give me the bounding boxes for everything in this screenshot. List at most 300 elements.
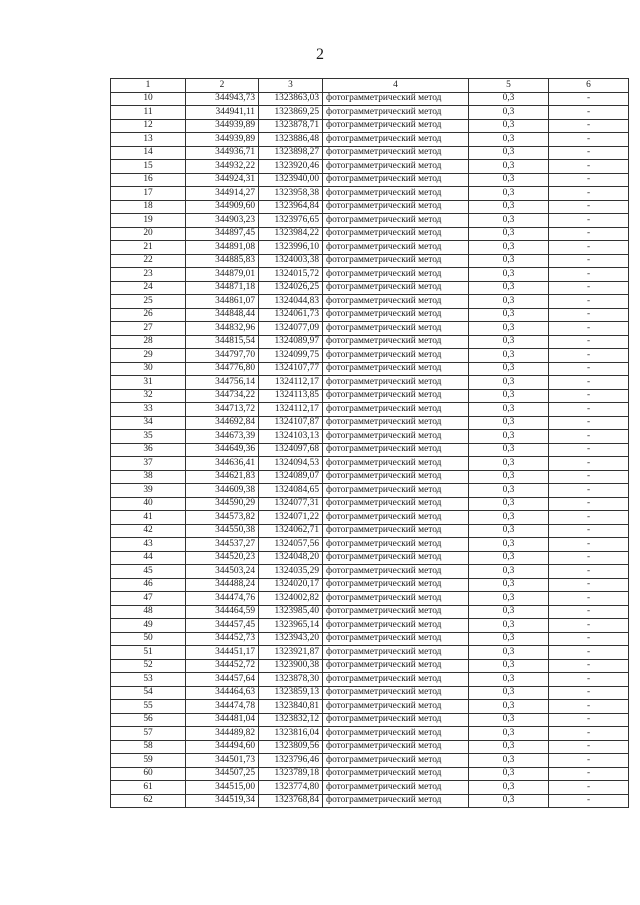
point-number-cell: 11	[111, 106, 186, 120]
y-coordinate-cell: 1323886,48	[259, 133, 323, 147]
note-cell: -	[549, 335, 629, 349]
method-cell: фотограмметрический метод	[323, 470, 469, 484]
table-body	[111, 92, 629, 808]
point-number-cell: 61	[111, 781, 186, 795]
method-cell: фотограмметрический метод	[323, 659, 469, 673]
table-row	[111, 389, 629, 403]
table-row	[111, 200, 629, 214]
accuracy-cell: 0,3	[469, 254, 549, 268]
y-coordinate-cell: 1324112,17	[259, 403, 323, 417]
table-row	[111, 241, 629, 255]
page-number: 2	[316, 46, 324, 63]
table-row	[111, 443, 629, 457]
point-number-cell: 52	[111, 659, 186, 673]
point-number-cell: 47	[111, 592, 186, 606]
table-row	[111, 659, 629, 673]
table-row	[111, 335, 629, 349]
method-cell: фотограмметрический метод	[323, 700, 469, 714]
note-cell: -	[549, 133, 629, 147]
accuracy-cell: 0,3	[469, 646, 549, 660]
table-row	[111, 119, 629, 133]
table-row	[111, 254, 629, 268]
note-cell: -	[549, 308, 629, 322]
y-coordinate-cell: 1324107,87	[259, 416, 323, 430]
accuracy-cell: 0,3	[469, 592, 549, 606]
accuracy-cell: 0,3	[469, 754, 549, 768]
note-cell: -	[549, 497, 629, 511]
method-cell: фотограмметрический метод	[323, 106, 469, 120]
point-number-cell: 46	[111, 578, 186, 592]
method-cell: фотограмметрический метод	[323, 335, 469, 349]
table-row	[111, 484, 629, 498]
note-cell: -	[549, 119, 629, 133]
point-number-cell: 30	[111, 362, 186, 376]
table-row	[111, 673, 629, 687]
x-coordinate-cell: 344879,01	[186, 268, 259, 282]
note-cell: -	[549, 727, 629, 741]
method-cell: фотограмметрический метод	[323, 524, 469, 538]
x-coordinate-cell: 344452,72	[186, 659, 259, 673]
point-number-cell: 32	[111, 389, 186, 403]
method-cell: фотограмметрический метод	[323, 592, 469, 606]
column-header: 4	[323, 79, 469, 93]
point-number-cell: 26	[111, 308, 186, 322]
note-cell: -	[549, 362, 629, 376]
table-row	[111, 227, 629, 241]
y-coordinate-cell: 1323943,20	[259, 632, 323, 646]
x-coordinate-cell: 344848,44	[186, 308, 259, 322]
y-coordinate-cell: 1323964,84	[259, 200, 323, 214]
method-cell: фотограмметрический метод	[323, 443, 469, 457]
note-cell: -	[549, 713, 629, 727]
note-cell: -	[549, 565, 629, 579]
point-number-cell: 13	[111, 133, 186, 147]
note-cell: -	[549, 227, 629, 241]
accuracy-cell: 0,3	[469, 578, 549, 592]
point-number-cell: 34	[111, 416, 186, 430]
note-cell: -	[549, 767, 629, 781]
x-coordinate-cell: 344636,41	[186, 457, 259, 471]
y-coordinate-cell: 1323940,00	[259, 173, 323, 187]
method-cell: фотограмметрический метод	[323, 686, 469, 700]
point-number-cell: 54	[111, 686, 186, 700]
method-cell: фотограмметрический метод	[323, 173, 469, 187]
table-row	[111, 619, 629, 633]
note-cell: -	[549, 551, 629, 565]
accuracy-cell: 0,3	[469, 389, 549, 403]
point-number-cell: 28	[111, 335, 186, 349]
x-coordinate-cell: 344590,29	[186, 497, 259, 511]
x-coordinate-cell: 344692,84	[186, 416, 259, 430]
point-number-cell: 16	[111, 173, 186, 187]
method-cell: фотограмметрический метод	[323, 497, 469, 511]
table-row	[111, 362, 629, 376]
note-cell: -	[549, 484, 629, 498]
y-coordinate-cell: 1324015,72	[259, 268, 323, 282]
x-coordinate-cell: 344537,27	[186, 538, 259, 552]
table-row	[111, 686, 629, 700]
column-header: 6	[549, 79, 629, 93]
x-coordinate-cell: 344457,64	[186, 673, 259, 687]
method-cell: фотограмметрический метод	[323, 241, 469, 255]
table-row	[111, 160, 629, 174]
method-cell: фотограмметрический метод	[323, 794, 469, 808]
point-number-cell: 33	[111, 403, 186, 417]
x-coordinate-cell: 344464,59	[186, 605, 259, 619]
table-row	[111, 349, 629, 363]
x-coordinate-cell: 344734,22	[186, 389, 259, 403]
accuracy-cell: 0,3	[469, 133, 549, 147]
table-row	[111, 767, 629, 781]
point-number-cell: 44	[111, 551, 186, 565]
table-row	[111, 173, 629, 187]
y-coordinate-cell: 1324103,13	[259, 430, 323, 444]
point-number-cell: 53	[111, 673, 186, 687]
accuracy-cell: 0,3	[469, 416, 549, 430]
table-row	[111, 187, 629, 201]
table-row	[111, 511, 629, 525]
column-header: 5	[469, 79, 549, 93]
accuracy-cell: 0,3	[469, 457, 549, 471]
y-coordinate-cell: 1323984,22	[259, 227, 323, 241]
y-coordinate-cell: 1324026,25	[259, 281, 323, 295]
accuracy-cell: 0,3	[469, 781, 549, 795]
point-number-cell: 17	[111, 187, 186, 201]
point-number-cell: 49	[111, 619, 186, 633]
x-coordinate-cell: 344515,00	[186, 781, 259, 795]
accuracy-cell: 0,3	[469, 659, 549, 673]
accuracy-cell: 0,3	[469, 524, 549, 538]
note-cell: -	[549, 470, 629, 484]
accuracy-cell: 0,3	[469, 497, 549, 511]
point-number-cell: 24	[111, 281, 186, 295]
method-cell: фотограмметрический метод	[323, 308, 469, 322]
accuracy-cell: 0,3	[469, 281, 549, 295]
method-cell: фотограмметрический метод	[323, 187, 469, 201]
accuracy-cell: 0,3	[469, 443, 549, 457]
note-cell: -	[549, 700, 629, 714]
note-cell: -	[549, 268, 629, 282]
note-cell: -	[549, 376, 629, 390]
x-coordinate-cell: 344871,18	[186, 281, 259, 295]
y-coordinate-cell: 1324113,85	[259, 389, 323, 403]
note-cell: -	[549, 578, 629, 592]
y-coordinate-cell: 1324089,97	[259, 335, 323, 349]
method-cell: фотограмметрический метод	[323, 673, 469, 687]
table-row	[111, 92, 629, 106]
accuracy-cell: 0,3	[469, 740, 549, 754]
note-cell: -	[549, 740, 629, 754]
accuracy-cell: 0,3	[469, 713, 549, 727]
table-row	[111, 727, 629, 741]
y-coordinate-cell: 1324099,75	[259, 349, 323, 363]
accuracy-cell: 0,3	[469, 619, 549, 633]
accuracy-cell: 0,3	[469, 160, 549, 174]
y-coordinate-cell: 1324097,68	[259, 443, 323, 457]
y-coordinate-cell: 1323768,84	[259, 794, 323, 808]
table-row	[111, 403, 629, 417]
y-coordinate-cell: 1324044,83	[259, 295, 323, 309]
method-cell: фотограмметрический метод	[323, 538, 469, 552]
accuracy-cell: 0,3	[469, 484, 549, 498]
method-cell: фотограмметрический метод	[323, 740, 469, 754]
accuracy-cell: 0,3	[469, 538, 549, 552]
y-coordinate-cell: 1323840,81	[259, 700, 323, 714]
point-number-cell: 29	[111, 349, 186, 363]
note-cell: -	[549, 416, 629, 430]
table-row	[111, 632, 629, 646]
accuracy-cell: 0,3	[469, 767, 549, 781]
x-coordinate-cell: 344507,25	[186, 767, 259, 781]
x-coordinate-cell: 344939,89	[186, 119, 259, 133]
y-coordinate-cell: 1324048,20	[259, 551, 323, 565]
y-coordinate-cell: 1324035,29	[259, 565, 323, 579]
accuracy-cell: 0,3	[469, 605, 549, 619]
table-row	[111, 214, 629, 228]
table-row	[111, 470, 629, 484]
y-coordinate-cell: 1323789,18	[259, 767, 323, 781]
point-number-cell: 19	[111, 214, 186, 228]
accuracy-cell: 0,3	[469, 430, 549, 444]
note-cell: -	[549, 187, 629, 201]
point-number-cell: 15	[111, 160, 186, 174]
note-cell: -	[549, 686, 629, 700]
y-coordinate-cell: 1324061,73	[259, 308, 323, 322]
note-cell: -	[549, 781, 629, 795]
y-coordinate-cell: 1323921,87	[259, 646, 323, 660]
point-number-cell: 59	[111, 754, 186, 768]
method-cell: фотограмметрический метод	[323, 160, 469, 174]
note-cell: -	[549, 754, 629, 768]
table-row	[111, 376, 629, 390]
column-header: 1	[111, 79, 186, 93]
x-coordinate-cell: 344776,80	[186, 362, 259, 376]
method-cell: фотограмметрический метод	[323, 632, 469, 646]
method-cell: фотограмметрический метод	[323, 389, 469, 403]
point-number-cell: 51	[111, 646, 186, 660]
method-cell: фотограмметрический метод	[323, 727, 469, 741]
method-cell: фотограмметрический метод	[323, 619, 469, 633]
note-cell: -	[549, 443, 629, 457]
x-coordinate-cell: 344924,31	[186, 173, 259, 187]
point-number-cell: 14	[111, 146, 186, 160]
table-row	[111, 457, 629, 471]
method-cell: фотограмметрический метод	[323, 200, 469, 214]
accuracy-cell: 0,3	[469, 295, 549, 309]
accuracy-cell: 0,3	[469, 92, 549, 106]
method-cell: фотограмметрический метод	[323, 551, 469, 565]
note-cell: -	[549, 173, 629, 187]
x-coordinate-cell: 344939,89	[186, 133, 259, 147]
y-coordinate-cell: 1323816,04	[259, 727, 323, 741]
method-cell: фотограмметрический метод	[323, 713, 469, 727]
x-coordinate-cell: 344713,72	[186, 403, 259, 417]
table-row	[111, 538, 629, 552]
y-coordinate-cell: 1324057,56	[259, 538, 323, 552]
x-coordinate-cell: 344897,45	[186, 227, 259, 241]
accuracy-cell: 0,3	[469, 565, 549, 579]
point-number-cell: 42	[111, 524, 186, 538]
x-coordinate-cell: 344519,34	[186, 794, 259, 808]
note-cell: -	[549, 254, 629, 268]
x-coordinate-cell: 344451,17	[186, 646, 259, 660]
point-number-cell: 40	[111, 497, 186, 511]
y-coordinate-cell: 1323958,38	[259, 187, 323, 201]
method-cell: фотограмметрический метод	[323, 376, 469, 390]
method-cell: фотограмметрический метод	[323, 322, 469, 336]
y-coordinate-cell: 1323796,46	[259, 754, 323, 768]
point-number-cell: 41	[111, 511, 186, 525]
note-cell: -	[549, 659, 629, 673]
y-coordinate-cell: 1324107,77	[259, 362, 323, 376]
point-number-cell: 31	[111, 376, 186, 390]
y-coordinate-cell: 1323809,56	[259, 740, 323, 754]
table-row	[111, 592, 629, 606]
note-cell: -	[549, 538, 629, 552]
table-row	[111, 794, 629, 808]
method-cell: фотограмметрический метод	[323, 646, 469, 660]
point-number-cell: 45	[111, 565, 186, 579]
point-number-cell: 25	[111, 295, 186, 309]
y-coordinate-cell: 1323898,27	[259, 146, 323, 160]
y-coordinate-cell: 1324089,07	[259, 470, 323, 484]
column-header: 3	[259, 79, 323, 93]
accuracy-cell: 0,3	[469, 470, 549, 484]
table-row	[111, 133, 629, 147]
accuracy-cell: 0,3	[469, 173, 549, 187]
method-cell: фотограмметрический метод	[323, 349, 469, 363]
y-coordinate-cell: 1324002,82	[259, 592, 323, 606]
note-cell: -	[549, 457, 629, 471]
accuracy-cell: 0,3	[469, 403, 549, 417]
accuracy-cell: 0,3	[469, 511, 549, 525]
note-cell: -	[549, 794, 629, 808]
note-cell: -	[549, 200, 629, 214]
table-row	[111, 497, 629, 511]
accuracy-cell: 0,3	[469, 119, 549, 133]
table-header-row	[111, 79, 629, 93]
accuracy-cell: 0,3	[469, 794, 549, 808]
table-row	[111, 565, 629, 579]
note-cell: -	[549, 632, 629, 646]
x-coordinate-cell: 344464,63	[186, 686, 259, 700]
table-row	[111, 524, 629, 538]
table-row	[111, 268, 629, 282]
x-coordinate-cell: 344573,82	[186, 511, 259, 525]
point-number-cell: 27	[111, 322, 186, 336]
x-coordinate-cell: 344520,23	[186, 551, 259, 565]
table-row	[111, 646, 629, 660]
x-coordinate-cell: 344503,24	[186, 565, 259, 579]
table-row	[111, 578, 629, 592]
point-number-cell: 36	[111, 443, 186, 457]
table-row	[111, 713, 629, 727]
x-coordinate-cell: 344914,27	[186, 187, 259, 201]
table-row	[111, 430, 629, 444]
x-coordinate-cell: 344494,60	[186, 740, 259, 754]
note-cell: -	[549, 146, 629, 160]
accuracy-cell: 0,3	[469, 187, 549, 201]
point-number-cell: 60	[111, 767, 186, 781]
method-cell: фотограмметрический метод	[323, 268, 469, 282]
y-coordinate-cell: 1323878,30	[259, 673, 323, 687]
point-number-cell: 56	[111, 713, 186, 727]
table-row	[111, 281, 629, 295]
accuracy-cell: 0,3	[469, 362, 549, 376]
point-number-cell: 21	[111, 241, 186, 255]
x-coordinate-cell: 344885,83	[186, 254, 259, 268]
accuracy-cell: 0,3	[469, 673, 549, 687]
accuracy-cell: 0,3	[469, 308, 549, 322]
x-coordinate-cell: 344943,73	[186, 92, 259, 106]
point-number-cell: 43	[111, 538, 186, 552]
y-coordinate-cell: 1324071,22	[259, 511, 323, 525]
x-coordinate-cell: 344649,36	[186, 443, 259, 457]
x-coordinate-cell: 344909,60	[186, 200, 259, 214]
table-row	[111, 700, 629, 714]
x-coordinate-cell: 344815,54	[186, 335, 259, 349]
method-cell: фотограмметрический метод	[323, 254, 469, 268]
table-row	[111, 754, 629, 768]
note-cell: -	[549, 92, 629, 106]
accuracy-cell: 0,3	[469, 106, 549, 120]
point-number-cell: 18	[111, 200, 186, 214]
note-cell: -	[549, 524, 629, 538]
point-number-cell: 48	[111, 605, 186, 619]
accuracy-cell: 0,3	[469, 214, 549, 228]
note-cell: -	[549, 592, 629, 606]
point-number-cell: 55	[111, 700, 186, 714]
y-coordinate-cell: 1323965,14	[259, 619, 323, 633]
accuracy-cell: 0,3	[469, 686, 549, 700]
method-cell: фотограмметрический метод	[323, 227, 469, 241]
accuracy-cell: 0,3	[469, 700, 549, 714]
accuracy-cell: 0,3	[469, 241, 549, 255]
method-cell: фотограмметрический метод	[323, 578, 469, 592]
y-coordinate-cell: 1323976,65	[259, 214, 323, 228]
note-cell: -	[549, 349, 629, 363]
x-coordinate-cell: 344481,04	[186, 713, 259, 727]
table-row	[111, 416, 629, 430]
y-coordinate-cell: 1323985,40	[259, 605, 323, 619]
x-coordinate-cell: 344452,73	[186, 632, 259, 646]
method-cell: фотограмметрический метод	[323, 605, 469, 619]
accuracy-cell: 0,3	[469, 322, 549, 336]
method-cell: фотограмметрический метод	[323, 457, 469, 471]
point-number-cell: 38	[111, 470, 186, 484]
y-coordinate-cell: 1324077,09	[259, 322, 323, 336]
x-coordinate-cell: 344488,24	[186, 578, 259, 592]
note-cell: -	[549, 646, 629, 660]
note-cell: -	[549, 281, 629, 295]
y-coordinate-cell: 1323920,46	[259, 160, 323, 174]
note-cell: -	[549, 605, 629, 619]
note-cell: -	[549, 295, 629, 309]
y-coordinate-cell: 1323869,25	[259, 106, 323, 120]
y-coordinate-cell: 1323832,12	[259, 713, 323, 727]
method-cell: фотограмметрический метод	[323, 754, 469, 768]
y-coordinate-cell: 1323863,03	[259, 92, 323, 106]
method-cell: фотограмметрический метод	[323, 295, 469, 309]
x-coordinate-cell: 344673,39	[186, 430, 259, 444]
point-number-cell: 23	[111, 268, 186, 282]
x-coordinate-cell: 344936,71	[186, 146, 259, 160]
accuracy-cell: 0,3	[469, 268, 549, 282]
note-cell: -	[549, 214, 629, 228]
method-cell: фотограмметрический метод	[323, 281, 469, 295]
point-number-cell: 58	[111, 740, 186, 754]
point-number-cell: 57	[111, 727, 186, 741]
